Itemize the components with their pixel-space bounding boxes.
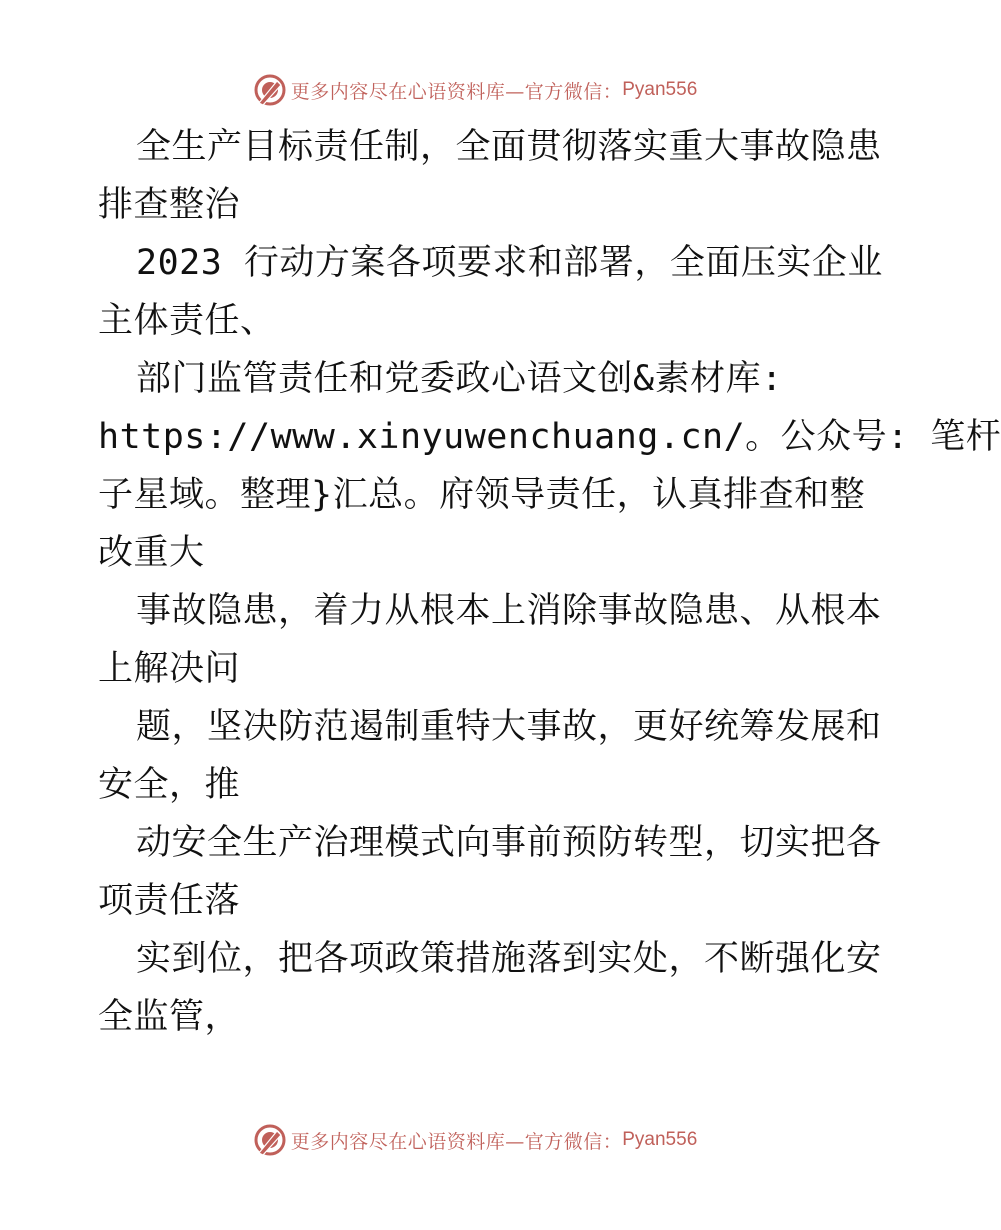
body-line-3: 2023 行动方案各项要求和部署，全面压实企业 [136,243,883,283]
footer-banner-text: 更多内容尽在心语资料库—官方微信： [290,1130,623,1153]
body-line-5: 部门监管责任和党委政心语文创&素材库: [136,359,783,399]
body-line-1: 全生产目标责任制，全面贯彻落实重大事故隐患 [136,127,882,167]
body-line-4: 主体责任、 [98,301,276,341]
body-line-6: https://www.xinyuwenchuang.cn/。公众号: 笔杆 [98,417,1001,457]
footer-banner [0,1120,950,1160]
body-line-10: 上解决问 [98,649,241,689]
body-line-14: 项责任落 [98,881,241,921]
pen-logo-icon [253,1123,287,1157]
body-line-11: 题，坚决防范遏制重特大事故，更好统筹发展和 [136,707,882,747]
document-body [98,118,1001,1046]
body-line-13: 动安全生产治理模式向事前预防转型，切实把各 [136,823,882,863]
header-banner-wechat-id: Pyan556 [622,79,698,100]
footer-banner-wechat-id: Pyan556 [622,1129,698,1150]
body-line-12: 安全，推 [98,765,241,805]
body-line-9: 事故隐患，着力从根本上消除事故隐患、从根本 [136,591,882,631]
pen-logo-icon [253,73,287,107]
body-line-15: 实到位，把各项政策措施落到实处，不断强化安 [136,939,882,979]
body-line-16: 全监管， [98,997,241,1037]
header-banner-text: 更多内容尽在心语资料库—官方微信： [290,80,623,103]
body-line-2: 排查整治 [98,185,241,225]
body-line-7: 子星域。整理}汇总。府领导责任，认真排查和整 [98,475,866,515]
body-line-8: 改重大 [98,533,205,573]
header-banner [0,70,950,110]
